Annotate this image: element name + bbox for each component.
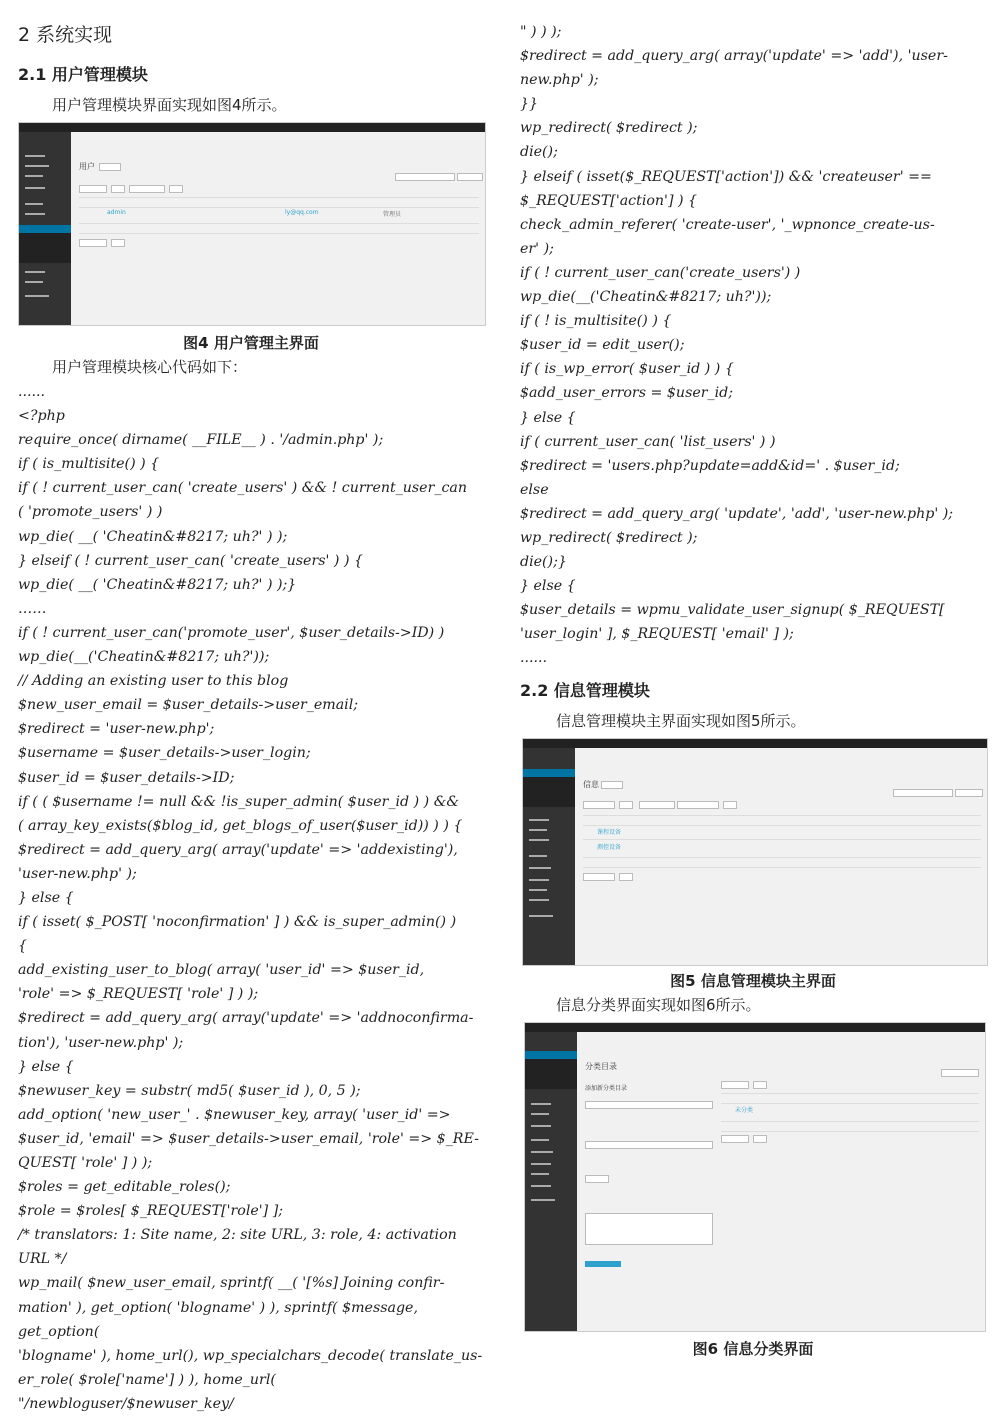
user-code-intro: 用户管理模块核心代码如下：: [52, 358, 248, 376]
code-block-left: ...... <?php require_once( dirname( __FILE__ ) . '/admin.php' ); if ( is_multisite() ) { if ( ! current_user_can( 'create_users' ) && ! current_user_can ( 'promote_users' ) ) wp_die( __( 'Cheatin&#8217; uh?' ) ); } elseif ( ! current_user_can( 'create_users' ) ) { wp_die( __( 'Cheatin&#8217; uh?' ) );} …… if ( ! current_user_can('promote_user', $user_details->ID) ) wp_die(__('Cheatin&#8217; uh?')); // Adding an existing user to this blog $new_user_email = $user_details->user_email; $redirect = 'user-new.php'; $username = $user_details->user_login; $user_id = $user_details->ID; if ( ( $username != null && !is_super_admin( $user_id ) ) && ( array_key_exists($blog_id, get_blogs_of_user($user_id)) ) ) { $redirect = add_query_arg( array('update' => 'addexisting'), 'user-new.php' ); } else { if ( isset( $_POST[ 'noconfirmation' ] ) && is_super_admin() ) { add_existing_user_to_blog( array( 'user_id' => $user_id, 'role' => $_REQUEST[ 'role' ] ) ); $redirect = add_query_arg( array('update' => 'addnoconfirma- tion'), 'user-new.php' ); } else { $newuser_key = substr( md5( $user_id ), 0, 5 ); add_option( 'new_user_' . $newuser_key, array( 'user_id' => $user_id, 'email' => $user_details->user_email, 'role' => $_RE- QUEST[ 'role' ] ) ); $roles = get_editable_roles(); $role = $roles[ $_REQUEST['role'] ]; /* translators: 1: Site name, 2: site URL, 3: role, 4: activation URL */ wp_mail( $new_user_email, sprintf( __( '[%s] Joining confir- mation' ), get_option( 'blogname' ) ), sprintf( $message, get_option( 'blogname' ), home_url(), wp_specialchars_decode( translate_us- er_role( $role['name'] ) ), home_url( "/newbloguser/$newuser_key/: [18, 384, 483, 1412]
shot1-title: 用户: [79, 162, 95, 171]
shot3-title: 分类目录: [585, 1062, 617, 1071]
shot2-title: 信息: [583, 780, 599, 789]
shot3-item: 未分类: [735, 1107, 754, 1114]
code-block-right: " ) ) ); $redirect = add_query_arg( array('update' => 'add'), 'user- new.php' ); }} wp_redirect( $redirect ); die(); } elseif ( isset($_REQUEST['action']) && 'createuser' == $_REQUEST['action'] ) { check_admin_referer( 'create-user', '_wpnonce_create-us- er' ); if ( ! current_user_can('create_users') ) wp_die(__('Cheatin&#8217; uh?')); if ( ! is_multisite() ) { $user_id = edit_user(); if ( is_wp_error( $user_id ) ) { $add_user_errors = $user_id; } else { if ( current_user_can( 'list_users' ) ) $redirect = 'users.php?update=add&id=' . $user_id; else $redirect = add_query_arg( 'update', 'add', 'user-new.php' ); wp_redirect( $redirect ); die();} } else { $user_details = wpmu_validate_user_signup( $_REQUEST[ 'user_login' ], $_REQUEST[ 'email' ] ); ......: [520, 24, 954, 667]
info-intro-text: 信息管理模块主界面实现如图5所示。: [556, 712, 806, 730]
shot1-role: 管理员: [383, 211, 402, 218]
section-title: 2 系统实现: [18, 24, 113, 46]
figure5-caption: 图5 信息管理模块主界面: [670, 972, 836, 990]
figure4-screenshot: [18, 122, 486, 326]
shot2-item2: 测控设备: [597, 844, 622, 851]
shot3-add-label: 添加新分类目录: [585, 1085, 628, 1092]
figure6-screenshot: [524, 1022, 986, 1332]
subsection-title-user: 2.1 用户管理模块: [18, 65, 148, 84]
info-category-intro: 信息分类界面实现如图6所示。: [556, 996, 761, 1014]
figure4-caption: 图4 用户管理主界面: [183, 334, 319, 352]
shot2-item1: 课程设备: [597, 829, 622, 836]
figure6-caption: 图6 信息分类界面: [692, 1340, 814, 1358]
figure5-screenshot: [522, 738, 988, 966]
shot1-user: admin: [107, 209, 126, 216]
user-intro-text: 用户管理模块界面实现如图4所示。: [52, 96, 287, 114]
subsection-title-info: 2.2 信息管理模块: [520, 681, 650, 700]
shot1-email: ly@qq.com: [285, 209, 319, 216]
